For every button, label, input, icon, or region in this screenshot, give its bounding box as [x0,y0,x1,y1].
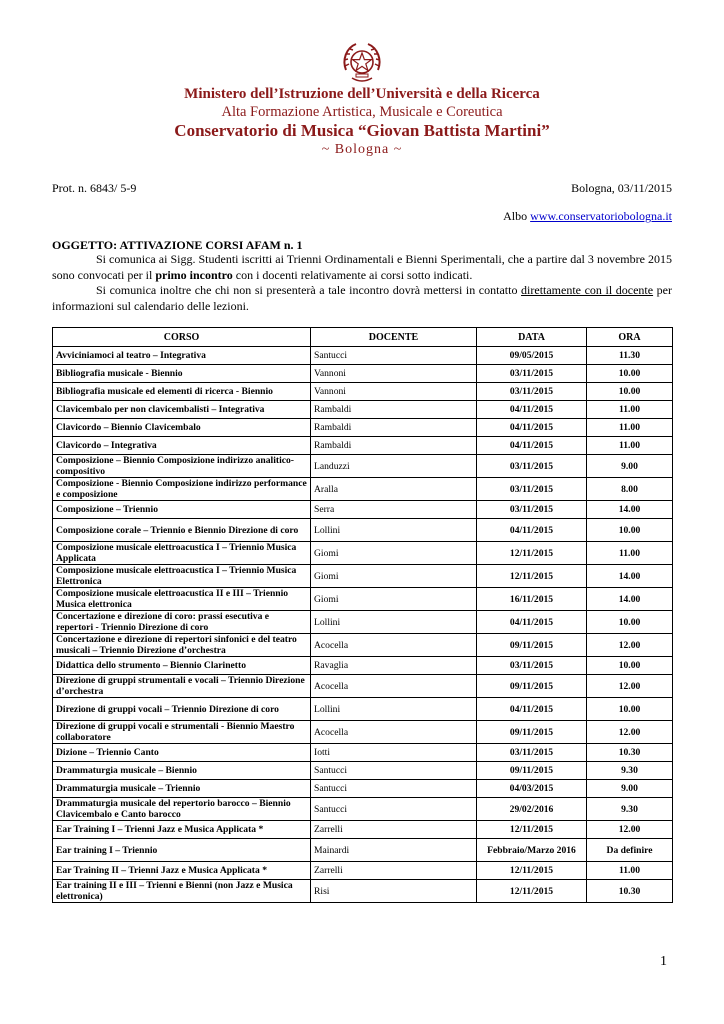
time-cell: 11.00 [587,862,673,880]
teacher-cell: Santucci [311,780,477,798]
teacher-cell: Zarrelli [311,862,477,880]
course-cell: Drammaturgia musicale del repertorio barocco – Biennio Clavicembalo e Canto barocco [53,798,311,821]
table-row [53,862,673,880]
first-meeting-emphasis: primo incontro [155,267,233,282]
time-cell: 11.30 [587,347,673,365]
course-cell: Composizione corale – Triennio e Biennio Direzione di coro [53,519,311,542]
time-cell: 10.00 [587,657,673,675]
date-cell: 04/11/2015 [477,437,587,455]
table-row [53,675,673,698]
time-cell: 11.00 [587,437,673,455]
course-cell: Bibliografia musicale - Biennio [53,365,311,383]
table-row [53,744,673,762]
course-cell: Avviciniamoci al teatro – Integrativa [53,347,311,365]
place-date: Bologna, 03/11/2015 [571,181,672,195]
table-row [53,347,673,365]
header-teacher: DOCENTE [311,328,477,347]
table-row [53,634,673,657]
teacher-cell: Vannoni [311,383,477,401]
time-cell: 8.00 [587,478,673,501]
table-row [53,698,673,721]
time-cell: 12.00 [587,821,673,839]
table-row [53,383,673,401]
paragraph-1 [52,252,672,283]
teacher-cell: Giomi [311,565,477,588]
date-cell: 03/11/2015 [477,744,587,762]
ministry-title: Ministero dell’Istruzione dell’Università e della Ricerca [184,86,540,102]
date-cell: 04/11/2015 [477,698,587,721]
teacher-cell: Mainardi [311,839,477,862]
teacher-cell: Vannoni [311,365,477,383]
page-number: 1 [660,954,667,969]
date-cell: 03/11/2015 [477,383,587,401]
header-time: ORA [587,328,673,347]
protocol-number: Prot. n. 6843/ 5-9 [52,181,137,195]
time-cell: 11.00 [587,401,673,419]
course-cell: Composizione musicale elettroacustica I – Triennio Musica Applicata [53,542,311,565]
course-cell: Ear training I – Triennio [53,839,311,862]
teacher-cell: Lollini [311,698,477,721]
table-row [53,839,673,862]
paragraph-2-text: Si comunica inoltre che chi non si presenterà a tale incontro dovrà mettersi in contatto [96,283,522,297]
albo-line [503,209,672,224]
date-cell: 04/11/2015 [477,419,587,437]
teacher-cell: Risi [311,880,477,903]
date-cell: 12/11/2015 [477,880,587,903]
teacher-cell: Acocella [311,675,477,698]
date-cell: 09/05/2015 [477,347,587,365]
teacher-cell: Santucci [311,347,477,365]
course-cell: Bibliografia musicale ed elementi di ricerca - Biennio [53,383,311,401]
time-cell: 10.00 [587,519,673,542]
course-cell: Direzione di gruppi vocali – Triennio Direzione di coro [53,698,311,721]
time-cell: 10.00 [587,383,673,401]
website-link[interactable]: www.conservatoriobologna.it [530,209,672,223]
teacher-cell: Giomi [311,542,477,565]
teacher-cell: Santucci [311,798,477,821]
date-cell: 04/11/2015 [477,611,587,634]
course-cell: Concertazione e direzione di coro: prassi esecutiva e repertori - Triennio Direzione di coro [53,611,311,634]
course-cell: Composizione – Biennio Composizione indirizzo analitico-compositivo [53,455,311,478]
date-cell: 09/11/2015 [477,721,587,744]
paragraph-1-end: con i docenti relativamente ai corsi sotto indicati. [232,267,473,282]
republic-emblem-icon [340,40,384,86]
teacher-cell: Serra [311,501,477,519]
table-row [53,588,673,611]
course-cell: Drammaturgia musicale – Triennio [53,780,311,798]
time-cell: 10.00 [587,698,673,721]
teacher-cell: Rambaldi [311,401,477,419]
time-cell: 10.30 [587,880,673,903]
paragraph-2 [52,283,672,314]
time-cell: 9.00 [587,455,673,478]
date-cell: Febbraio/Marzo 2016 [477,839,587,862]
time-cell: 10.30 [587,744,673,762]
table-row [53,565,673,588]
course-cell: Clavicembalo per non clavicembalisti – Integrativa [53,401,311,419]
time-cell: Da definire [587,839,673,862]
contact-directly-emphasis: direttamente con il docente [521,283,654,297]
date-cell: 09/11/2015 [477,762,587,780]
teacher-cell: Lollini [311,611,477,634]
time-cell: 14.00 [587,588,673,611]
teacher-cell: Santucci [311,762,477,780]
course-cell: Ear Training I – Trienni Jazz e Musica Applicata * [53,821,311,839]
teacher-cell: Rambaldi [311,437,477,455]
header-course: CORSO [53,328,311,347]
table-row [53,611,673,634]
table-row [53,780,673,798]
date-cell: 29/02/2016 [477,798,587,821]
time-cell: 12.00 [587,721,673,744]
subject-heading: OGGETTO: ATTIVAZIONE CORSI AFAM n. 1 [52,238,303,252]
table-row [53,401,673,419]
teacher-cell: Giomi [311,588,477,611]
course-cell: Direzione di gruppi strumentali e vocali – Triennio Direzione d’orchestra [53,675,311,698]
date-cell: 12/11/2015 [477,862,587,880]
time-cell: 10.00 [587,611,673,634]
date-cell: 09/11/2015 [477,634,587,657]
time-cell: 10.00 [587,365,673,383]
time-cell: 9.30 [587,798,673,821]
table-row [53,880,673,903]
table-row [53,798,673,821]
teacher-cell: Landuzzi [311,455,477,478]
time-cell: 11.00 [587,542,673,565]
course-cell: Concertazione e direzione di repertori sinfonici e del teatro musicali – Triennio Direzione d’orchestra [53,634,311,657]
course-cell: Didattica dello strumento – Biennio Clarinetto [53,657,311,675]
table-header-row [53,328,673,347]
date-cell: 03/11/2015 [477,455,587,478]
time-cell: 9.00 [587,780,673,798]
teacher-cell: Ravaglia [311,657,477,675]
table-row [53,762,673,780]
course-cell: Composizione - Biennio Composizione indirizzo performance e composizione [53,478,311,501]
time-cell: 9.30 [587,762,673,780]
table-row [53,437,673,455]
teacher-cell: Acocella [311,721,477,744]
date-cell: 03/11/2015 [477,501,587,519]
albo-label: Albo [503,209,531,223]
table-row [53,821,673,839]
teacher-cell: Iotti [311,744,477,762]
course-cell: Composizione musicale elettroacustica I – Triennio Musica Elettronica [53,565,311,588]
course-cell: Clavicordo – Integrativa [53,437,311,455]
paragraph-1-text: Si comunica ai Sigg. Studenti iscritti ai Trienni Ordinamentali e Bienni Sperimentali, che a partire dal 3 novembre 2015 sono convocati per il [52,252,672,282]
table-row [53,455,673,478]
date-cell: 12/11/2015 [477,542,587,565]
date-cell: 03/11/2015 [477,365,587,383]
table-row [53,419,673,437]
date-cell: 03/11/2015 [477,478,587,501]
table-row [53,501,673,519]
date-cell: 04/11/2015 [477,401,587,419]
teacher-cell: Lollini [311,519,477,542]
course-cell: Dizione – Triennio Canto [53,744,311,762]
table-row [53,721,673,744]
date-cell: 04/11/2015 [477,519,587,542]
afam-subtitle: Alta Formazione Artistica, Musicale e Coreutica [221,104,503,120]
course-cell: Drammaturgia musicale – Biennio [53,762,311,780]
conservatory-title: Conservatorio di Musica “Giovan Battista Martini” [174,121,550,140]
date-cell: 12/11/2015 [477,565,587,588]
time-cell: 12.00 [587,634,673,657]
date-cell: 04/03/2015 [477,780,587,798]
teacher-cell: Zarrelli [311,821,477,839]
table-row [53,478,673,501]
time-cell: 14.00 [587,501,673,519]
date-cell: 12/11/2015 [477,821,587,839]
table-row [53,519,673,542]
time-cell: 12.00 [587,675,673,698]
course-cell: Clavicordo – Biennio Clavicembalo [53,419,311,437]
course-cell: Composizione – Triennio [53,501,311,519]
teacher-cell: Rambaldi [311,419,477,437]
time-cell: 14.00 [587,565,673,588]
table-row [53,542,673,565]
course-cell: Composizione musicale elettroacustica II e III – Triennio Musica elettronica [53,588,311,611]
teacher-cell: Aralla [311,478,477,501]
date-cell: 09/11/2015 [477,675,587,698]
course-cell: Ear training II e III – Trienni e Bienni (non Jazz e Musica elettronica) [53,880,311,903]
date-cell: 03/11/2015 [477,657,587,675]
time-cell: 11.00 [587,419,673,437]
courses-table [52,327,673,903]
table-row [53,365,673,383]
date-cell: 16/11/2015 [477,588,587,611]
paragraph-2-end: per informazioni sul calendario delle lezioni. [52,283,672,313]
header-date: DATA [477,328,587,347]
table-row [53,657,673,675]
city-label: ~ Bologna ~ [321,142,403,157]
teacher-cell: Acocella [311,634,477,657]
course-cell: Ear Training II – Trienni Jazz e Musica Applicata * [53,862,311,880]
course-cell: Direzione di gruppi vocali e strumentali - Biennio Maestro collaboratore [53,721,311,744]
